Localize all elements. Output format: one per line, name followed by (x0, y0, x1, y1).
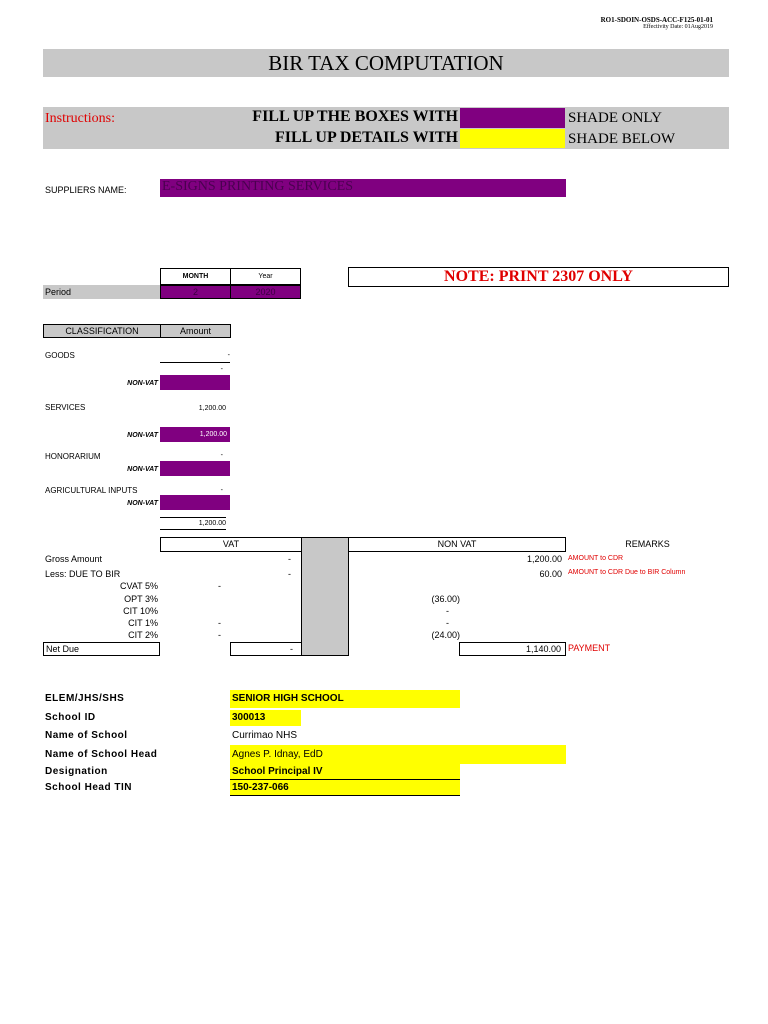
agri-nonvat-label: NON-VAT (127, 500, 158, 507)
goods-nonvat-label: NON-VAT (127, 380, 158, 387)
school-id-field[interactable]: 300013 (230, 710, 301, 726)
vat-column-header: VAT (160, 537, 302, 552)
cit10-label: CIT 10% (123, 606, 158, 616)
services-nonvat-field[interactable]: 1,200.00 (160, 427, 230, 442)
cit1-label: CIT 1% (128, 618, 158, 628)
nonvat-column-header: NON VAT (348, 537, 566, 552)
form-code: RO1-SDOIN-OSDS-ACC-F125-01-01 (600, 16, 713, 24)
less-label: Less: DUE TO BIR (45, 569, 121, 579)
gross-label: Gross Amount (45, 554, 103, 564)
instructions-label: Instructions: (45, 111, 115, 126)
services-nonvat-label: NON-VAT (127, 432, 158, 439)
gross-nonvat: 1,200.00 (526, 554, 562, 564)
gross-vat: - (288, 554, 291, 564)
less-remark: AMOUNT to CDR Due to BIR Column (568, 569, 686, 576)
school-name-label: Name of School (45, 730, 128, 741)
honorarium-value: - (220, 452, 223, 459)
cvat-label: CVAT 5% (119, 581, 158, 591)
effectivity-date: Effectivity Date: 01Aug2019 (643, 24, 713, 30)
school-name-value: Currimao NHS (232, 730, 298, 741)
honorarium-nonvat-label: NON-VAT (127, 466, 158, 473)
page-title: BIR TAX COMPUTATION (43, 49, 729, 77)
services-label: SERVICES (45, 403, 86, 412)
separator-column (301, 537, 349, 656)
tin-field[interactable]: 150-237-066 (230, 780, 460, 796)
net-due-remark: PAYMENT (568, 643, 611, 653)
school-head-label: Name of School Head (45, 749, 158, 760)
cit1-nonvat: - (446, 618, 449, 628)
level-label: ELEM/JHS/SHS (45, 693, 125, 704)
goods-nonvat-field[interactable] (160, 375, 230, 390)
amount-header: Amount (160, 324, 231, 338)
yellow-swatch (460, 129, 565, 148)
instruction-line-1: FILL UP THE BOXES WITH (252, 108, 458, 125)
school-head-field[interactable]: Agnes P. Idnay, EdD (230, 745, 566, 764)
designation-label: Designation (45, 766, 108, 777)
remarks-header: REMARKS (625, 539, 670, 549)
goods-label: GOODS (45, 351, 75, 360)
net-due-vat: - (230, 642, 302, 656)
year-field[interactable]: 2020 (230, 285, 301, 299)
goods-sub-value: - (220, 366, 223, 373)
print-note: NOTE: PRINT 2307 ONLY (348, 267, 729, 287)
less-vat: - (288, 569, 291, 579)
level-field[interactable]: SENIOR HIGH SCHOOL (230, 690, 460, 708)
instruction-suffix-1: SHADE ONLY (568, 110, 662, 126)
net-due-nonvat: 1,140.00 (459, 642, 566, 656)
cit1-vat: - (218, 618, 221, 628)
gross-remark: AMOUNT to CDR (568, 555, 624, 562)
opt-nonvat: (36.00) (431, 594, 460, 604)
tin-label: School Head TIN (45, 782, 132, 793)
opt-label: OPT 3% (124, 594, 158, 604)
supplier-label: SUPPLIERS NAME: (45, 185, 127, 195)
services-value: 1,200.00 (198, 405, 226, 412)
cvat-vat: - (218, 581, 221, 591)
instruction-line-2: FILL UP DETAILS WITH (274, 129, 458, 146)
cit2-vat: - (218, 630, 221, 640)
net-due-label: Net Due (43, 642, 160, 656)
honorarium-label: HONORARIUM (45, 452, 101, 461)
purple-swatch (460, 108, 565, 128)
agri-label: AGRICULTURAL INPUTS (45, 486, 138, 495)
agri-nonvat-field[interactable] (160, 495, 230, 510)
agri-value: - (220, 487, 223, 494)
designation-field[interactable]: School Principal IV (230, 764, 460, 780)
year-header: Year (230, 268, 301, 285)
school-id-label: School ID (45, 712, 96, 723)
period-label: Period (43, 285, 160, 299)
honorarium-nonvat-field[interactable] (160, 461, 230, 476)
less-nonvat: 60.00 (539, 569, 562, 579)
supplier-name-field[interactable]: E-SIGNS PRINTING SERVICES (160, 179, 566, 197)
goods-value: - (160, 352, 230, 363)
instruction-suffix-2: SHADE BELOW (568, 131, 676, 147)
month-field[interactable]: 2 (160, 285, 231, 299)
month-header: MONTH (160, 268, 231, 285)
cit2-label: CIT 2% (128, 630, 158, 640)
cit2-nonvat: (24.00) (431, 630, 460, 640)
classification-total: 1,200.00 (160, 517, 226, 530)
cit10-nonvat: - (446, 606, 449, 616)
classification-header: CLASSIFICATION (43, 324, 161, 338)
